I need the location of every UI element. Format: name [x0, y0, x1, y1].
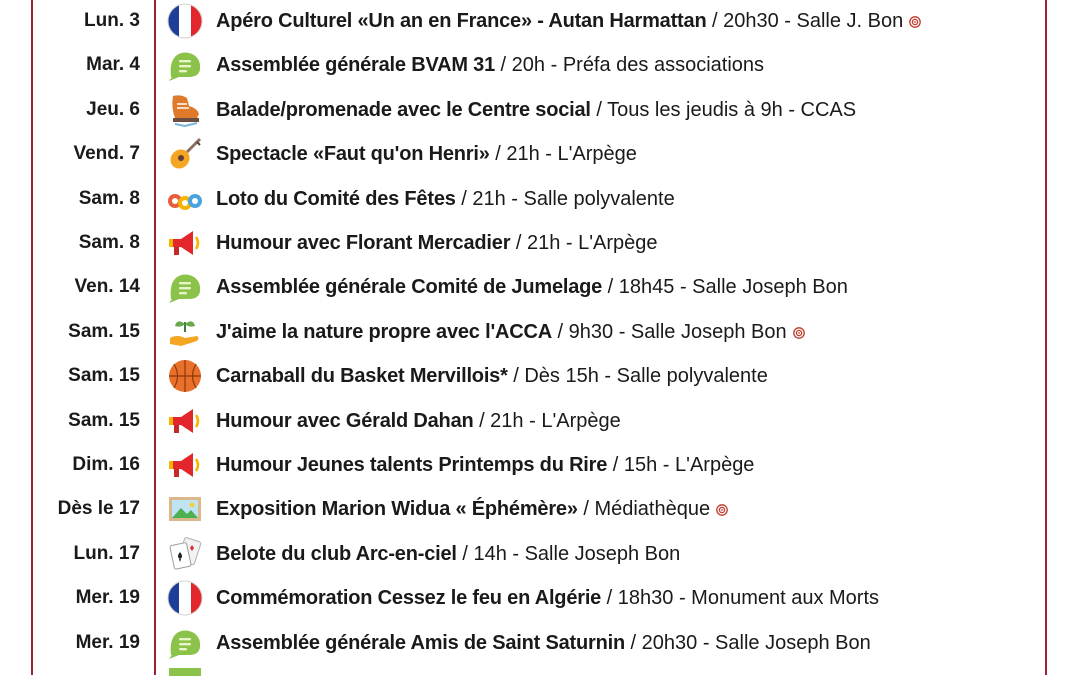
event-row	[0, 576, 1080, 620]
event-detail: / 20h - Préfa des associations	[495, 54, 765, 77]
event-row	[0, 43, 1080, 87]
event-detail: / 21h - Salle polyvalente	[455, 187, 675, 210]
event-text	[216, 310, 805, 354]
event-title: Assemblée générale Amis de Saint Saturnin	[216, 631, 625, 654]
event-date: Lun. 3	[84, 10, 140, 31]
target-icon-wrap	[903, 10, 921, 32]
event-text	[216, 576, 879, 620]
event-date: Mer. 19	[75, 587, 140, 609]
event-text	[216, 621, 871, 665]
speech-bubble-icon	[167, 269, 203, 305]
event-row	[0, 354, 1080, 398]
event-row	[0, 310, 1080, 354]
megaphone-icon	[167, 403, 203, 439]
event-row	[0, 132, 1080, 176]
event-title: Spectacle «Faut qu'on Henri»	[216, 143, 490, 166]
event-detail: / 18h45 - Salle Joseph Bon	[602, 276, 848, 299]
event-row	[0, 0, 1080, 43]
event-title: Carnaball du Basket Mervillois*	[216, 365, 508, 388]
target-icon-wrap	[710, 498, 728, 520]
event-row	[0, 621, 1080, 665]
event-date: Jeu. 6	[86, 98, 140, 120]
event-text	[216, 399, 621, 443]
event-text	[216, 265, 848, 309]
plant-hand-icon	[167, 314, 203, 350]
event-date: Vend. 7	[73, 143, 140, 165]
event-title: Humour Jeunes talents Printemps du Rire	[216, 454, 608, 476]
event-date: Mar. 4	[86, 54, 140, 76]
event-row	[0, 221, 1080, 265]
guitar-icon	[167, 136, 203, 172]
france-flag-icon	[167, 3, 203, 39]
event-detail: / 9h30 - Salle Joseph Bon	[551, 320, 787, 343]
event-detail: / Dès 15h - Salle polyvalente	[507, 365, 768, 388]
event-row	[0, 177, 1080, 221]
event-detail: / Tous les jeudis à 9h - CCAS	[590, 98, 857, 121]
event-detail: / 14h - Salle Joseph Bon	[456, 542, 681, 565]
event-date: Sam. 15	[68, 320, 140, 342]
event-date: Sam. 8	[78, 187, 140, 209]
event-text	[216, 43, 764, 87]
event-row	[0, 487, 1080, 531]
event-detail: / 20h30 - Salle J. Bon	[706, 10, 904, 32]
event-row	[0, 399, 1080, 443]
event-title: Exposition Marion Widua « Éphémère»	[216, 498, 578, 521]
event-title: Belote du club Arc-en-ciel	[216, 542, 457, 565]
target-icon	[909, 16, 921, 28]
event-row	[0, 88, 1080, 132]
event-detail: / 21h - L'Arpège	[510, 232, 658, 254]
speech-bubble-icon	[167, 47, 203, 83]
event-text	[216, 443, 754, 487]
event-title: Assemblée générale Comité de Jumelage	[216, 276, 603, 299]
event-date: Sam. 15	[68, 365, 140, 387]
event-detail: / 21h - L'Arpège	[473, 409, 621, 432]
event-detail: / 20h30 - Salle Joseph Bon	[624, 631, 871, 654]
megaphone-icon	[167, 447, 203, 483]
event-row	[0, 265, 1080, 309]
speech-bubble-icon	[167, 625, 203, 661]
event-date: Lun. 17	[73, 542, 140, 564]
event-title: Balade/promenade avec le Centre social	[216, 98, 591, 121]
megaphone-icon	[167, 225, 203, 261]
event-text	[216, 532, 680, 576]
event-text	[216, 221, 658, 265]
france-flag-icon	[167, 580, 203, 616]
target-icon	[793, 327, 805, 339]
event-date: Mer. 19	[75, 631, 140, 653]
event-title: Humour avec Florant Mercadier	[216, 232, 511, 254]
event-text	[216, 88, 856, 132]
event-detail: / 18h30 - Monument aux Morts	[601, 587, 880, 610]
event-row	[0, 532, 1080, 576]
basketball-icon	[167, 358, 203, 394]
event-date: Ven. 14	[74, 276, 140, 298]
walking-shoe-icon	[167, 92, 203, 128]
event-detail: / 15h - L'Arpège	[607, 454, 755, 476]
event-text	[216, 132, 637, 176]
event-title: Humour avec Gérald Dahan	[216, 409, 474, 432]
playing-cards-icon	[167, 536, 203, 572]
event-row	[0, 443, 1080, 487]
event-title: Commémoration Cessez le feu en Algérie	[216, 587, 602, 610]
event-title: Apéro Culturel «Un an en France» - Autan Harmattan	[216, 10, 707, 32]
event-text	[216, 0, 921, 43]
speech-bubble-icon	[167, 668, 203, 682]
event-detail: / Médiathèque	[577, 498, 711, 521]
event-title: Loto du Comité des Fêtes	[216, 187, 456, 210]
event-date: Sam. 8	[78, 232, 140, 253]
event-title: J'aime la nature propre avec l'ACCA	[216, 320, 552, 343]
event-date: Dès le 17	[57, 498, 140, 520]
lotto-balls-icon	[167, 181, 203, 217]
event-text	[216, 177, 675, 221]
picture-frame-icon	[167, 491, 203, 527]
event-text	[216, 354, 768, 398]
event-date: Dim. 16	[72, 454, 140, 475]
event-detail: / 21h - L'Arpège	[489, 143, 637, 166]
event-date: Sam. 15	[68, 409, 140, 431]
target-icon	[716, 504, 728, 516]
event-text	[216, 487, 728, 531]
target-icon-wrap	[787, 321, 805, 343]
event-title: Assemblée générale BVAM 31	[216, 54, 495, 77]
